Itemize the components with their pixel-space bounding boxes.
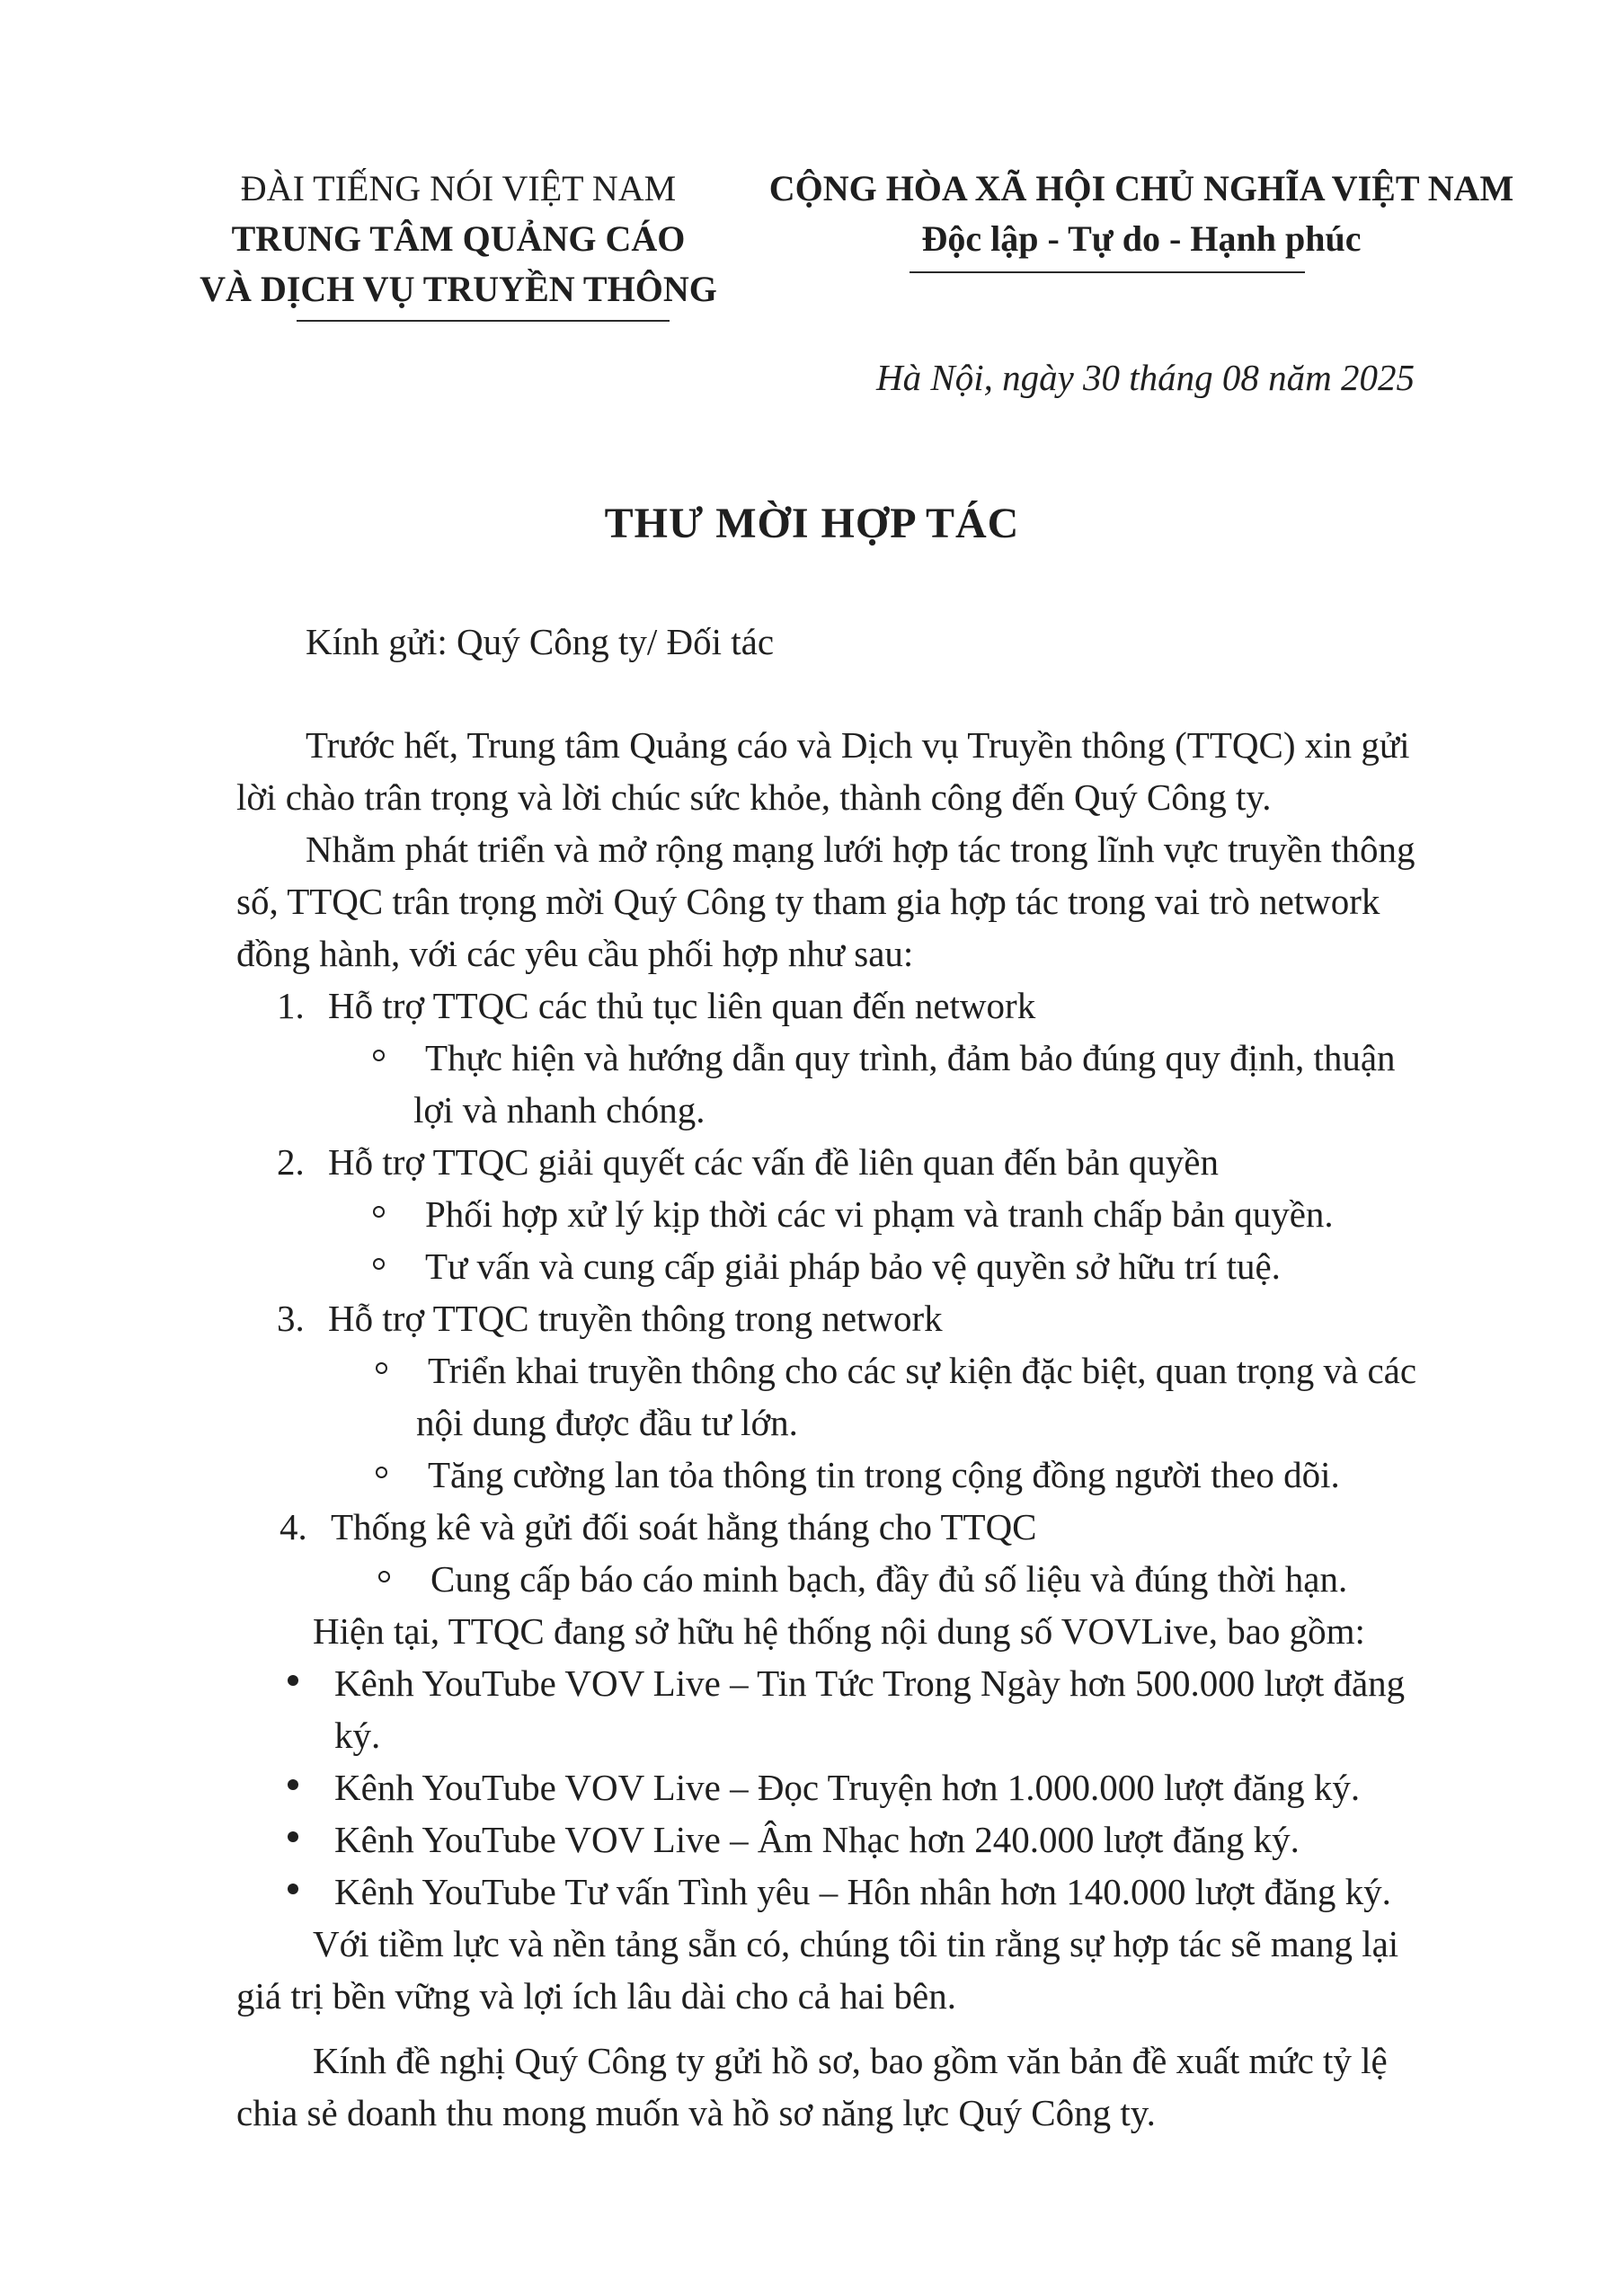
org-name-line2: VÀ DỊCH VỤ TRUYỀN THÔNG bbox=[200, 269, 717, 309]
req-number: 3. bbox=[277, 1298, 305, 1339]
bullet-dot-icon bbox=[288, 1884, 298, 1894]
closing-p1-line2: giá trị bền vững và lợi ích lâu dài cho cả hai bên. bbox=[236, 1975, 957, 2017]
national-motto: Độc lập - Tự do - Hạnh phúc bbox=[921, 218, 1362, 259]
intro-p2-line1: Nhằm phát triển và mở rộng mạng lưới hợp tác trong lĩnh vực truyền thông bbox=[306, 829, 1415, 870]
channel-item: Kênh YouTube Tư vấn Tình yêu – Hôn nhân hơn 140.000 lượt đăng ký. bbox=[334, 1871, 1391, 1912]
req-sub-line: Phối hợp xử lý kịp thời các vi phạm và tranh chấp bản quyền. bbox=[425, 1193, 1334, 1235]
closing-p2-line1: Kính đề nghị Quý Công ty gửi hồ sơ, bao gồm văn bản đề xuất mức tỷ lệ bbox=[313, 2040, 1388, 2081]
letter-date: Hà Nội, ngày 30 tháng 08 năm 2025 bbox=[876, 357, 1415, 398]
intro-p2-line2: số, TTQC trân trọng mời Quý Công ty tham gia hợp tác trong vai trò network bbox=[236, 881, 1380, 922]
circle-bullet-icon bbox=[378, 1571, 390, 1582]
bullet-dot-icon bbox=[288, 1675, 298, 1686]
req-text: Hỗ trợ TTQC các thủ tục liên quan đến network bbox=[328, 985, 1036, 1026]
closing-p2-line2: chia sẻ doanh thu mong muốn và hồ sơ năng lực Quý Công ty. bbox=[236, 2092, 1156, 2133]
req-number: 4. bbox=[280, 1506, 307, 1547]
circle-bullet-icon bbox=[376, 1467, 387, 1478]
salutation: Kính gửi: Quý Công ty/ Đối tác bbox=[306, 621, 775, 662]
bullet-dot-icon bbox=[288, 1779, 298, 1790]
req-text: Thống kê và gửi đối soát hằng tháng cho TTQC bbox=[331, 1506, 1037, 1547]
req-text: Hỗ trợ TTQC truyền thông trong network bbox=[328, 1298, 943, 1339]
req-sub-line: Thực hiện và hướng dẫn quy trình, đảm bảo đúng quy định, thuận bbox=[425, 1037, 1396, 1078]
req-number: 1. bbox=[277, 985, 305, 1026]
circle-bullet-icon bbox=[373, 1206, 385, 1218]
closing-p1-line1: Với tiềm lực và nền tảng sẵn có, chúng tôi tin rằng sự hợp tác sẽ mang lại bbox=[313, 1923, 1399, 1964]
circle-bullet-icon bbox=[376, 1362, 387, 1374]
req-sub-line: lợi và nhanh chóng. bbox=[413, 1089, 706, 1130]
channel-item: Kênh YouTube VOV Live – Tin Tức Trong Ngày hơn 500.000 lượt đăng bbox=[334, 1662, 1406, 1704]
req-number: 2. bbox=[277, 1141, 305, 1183]
intro-p2-line3: đồng hành, với các yêu cầu phối hợp như sau: bbox=[236, 933, 914, 974]
org-parent-name: ĐÀI TIẾNG NÓI VIỆT NAM bbox=[240, 168, 677, 208]
req-sub-line: Cung cấp báo cáo minh bạch, đầy đủ số liệu và đúng thời hạn. bbox=[430, 1558, 1348, 1600]
national-title: CỘNG HÒA XÃ HỘI CHỦ NGHĨA VIỆT NAM bbox=[768, 168, 1514, 208]
req-sub-line: nội dung được đầu tư lớn. bbox=[416, 1402, 798, 1443]
req-sub-line: Triển khai truyền thông cho các sự kiện đặc biệt, quan trọng và các bbox=[428, 1350, 1417, 1391]
bullet-dot-icon bbox=[288, 1831, 298, 1842]
assets-intro: Hiện tại, TTQC đang sở hữu hệ thống nội dung số VOVLive, bao gồm: bbox=[313, 1610, 1365, 1652]
org-underline bbox=[297, 320, 670, 322]
organization-header bbox=[162, 164, 755, 315]
intro-p1-line1: Trước hết, Trung tâm Quảng cáo và Dịch vụ Truyền thông (TTQC) xin gửi bbox=[306, 724, 1410, 766]
req-sub-line: Tư vấn và cung cấp giải pháp bảo vệ quyền sở hữu trí tuệ. bbox=[425, 1246, 1281, 1287]
national-header bbox=[755, 164, 1528, 264]
motto-underline bbox=[910, 271, 1305, 273]
intro-p1-line2: lời chào trân trọng và lời chúc sức khỏe, thành công đến Quý Công ty. bbox=[236, 776, 1272, 818]
channel-item-cont: ký. bbox=[334, 1715, 381, 1756]
letter-title: THƯ MỜI HỢP TÁC bbox=[604, 500, 1020, 547]
org-name-line1: TRUNG TÂM QUẢNG CÁO bbox=[231, 218, 686, 259]
req-sub-line: Tăng cường lan tỏa thông tin trong cộng đồng người theo dõi. bbox=[428, 1454, 1340, 1495]
channel-item: Kênh YouTube VOV Live – Đọc Truyện hơn 1.000.000 lượt đăng ký. bbox=[334, 1767, 1361, 1808]
channel-item: Kênh YouTube VOV Live – Âm Nhạc hơn 240.000 lượt đăng ký. bbox=[334, 1819, 1300, 1860]
req-text: Hỗ trợ TTQC giải quyết các vấn đề liên quan đến bản quyền bbox=[328, 1141, 1219, 1183]
circle-bullet-icon bbox=[373, 1258, 385, 1270]
circle-bullet-icon bbox=[373, 1050, 385, 1061]
